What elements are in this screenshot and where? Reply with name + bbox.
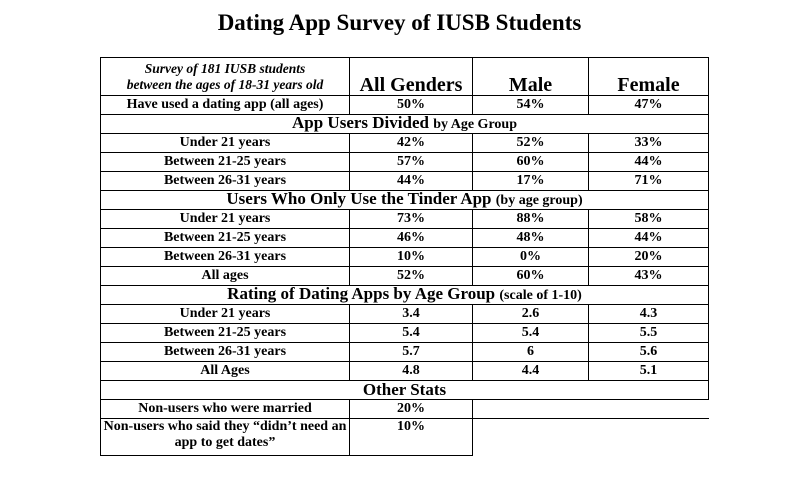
value-cell: 46% [350,229,473,248]
value-cell: 58% [589,210,709,229]
table-row [101,362,709,381]
row-label: Between 26-31 years [101,343,350,362]
table-row [101,248,709,267]
value-cell: 4.4 [473,362,589,381]
value-cell: 50% [350,96,473,115]
table-row [101,229,709,248]
value-cell: 2.6 [473,305,589,324]
value-cell: 60% [473,153,589,172]
value-cell: 52% [473,134,589,153]
table-row [101,305,709,324]
table-row [101,153,709,172]
section-header-row [101,115,709,134]
row-label: Between 21-25 years [101,324,350,343]
row-label: Under 21 years [101,210,350,229]
row-label: Between 21-25 years [101,153,350,172]
value-cell: 5.1 [589,362,709,381]
value-cell: 47% [589,96,709,115]
value-cell: 88% [473,210,589,229]
value-cell: 44% [589,229,709,248]
value-cell: 5.7 [350,343,473,362]
value-cell: 17% [473,172,589,191]
value-cell: 5.5 [589,324,709,343]
section-title-text: Users Who Only Use the Tinder App [226,190,492,208]
value-cell: 6 [473,343,589,362]
section-title [101,286,709,305]
row-label: Have used a dating app (all ages) [101,96,350,115]
value-cell: 54% [473,96,589,115]
value-cell: 10% [350,419,473,456]
row-label: Between 21-25 years [101,229,350,248]
row-label: Non-users who said they “didn’t need an app to get dates” [101,419,350,456]
survey-note-line: between the ages of 18-31 years old [126,76,324,92]
section-subtitle: (by age group) [495,193,583,208]
row-label: Under 21 years [101,305,350,324]
value-cell: 5.4 [473,324,589,343]
value-cell: 0% [473,248,589,267]
table-row [101,400,709,419]
value-cell: 20% [589,248,709,267]
value-cell: 60% [473,267,589,286]
column-header: All Genders [350,58,473,96]
value-cell: 43% [589,267,709,286]
section-header-row [101,191,709,210]
section-title-text: Rating of Dating Apps by Age Group [227,285,496,303]
table-row [101,172,709,191]
column-header: Female [589,58,709,96]
survey-note [101,58,350,96]
row-label: All Ages [101,362,350,381]
section-header-row [101,381,709,400]
column-header: Male [473,58,589,96]
value-cell: 71% [589,172,709,191]
table-row [101,419,709,456]
value-cell: 42% [350,134,473,153]
header-row [101,58,709,96]
section-subtitle: by Age Group [433,117,517,132]
value-cell: 5.4 [350,324,473,343]
row-label: Non-users who were married [101,400,350,419]
table-row [101,134,709,153]
survey-note-line: Survey of 181 IUSB students [144,60,306,76]
value-cell: 52% [350,267,473,286]
value-cell: 44% [589,153,709,172]
value-cell: 73% [350,210,473,229]
section-header-row [101,286,709,305]
section-title-text: App Users Divided [292,114,429,132]
value-cell: 33% [589,134,709,153]
page-title: Dating App Survey of IUSB Students [217,10,582,35]
table-row [101,343,709,362]
section-title: Other Stats [101,381,709,400]
row-label: Between 26-31 years [101,172,350,191]
row-label: Under 21 years [101,134,350,153]
empty-cell [473,419,709,456]
value-cell: 20% [350,400,473,419]
table-row [101,324,709,343]
row-label: All ages [101,267,350,286]
value-cell: 4.3 [589,305,709,324]
survey-table [100,57,709,456]
section-subtitle: (scale of 1-10) [499,288,582,303]
value-cell: 44% [350,172,473,191]
empty-cell [473,400,709,419]
table-row [101,96,709,115]
table-row [101,210,709,229]
section-title [101,191,709,210]
value-cell: 48% [473,229,589,248]
value-cell: 10% [350,248,473,267]
section-title [101,115,709,134]
value-cell: 5.6 [589,343,709,362]
survey-table-body [101,58,709,456]
row-label: Between 26-31 years [101,248,350,267]
table-row [101,267,709,286]
value-cell: 4.8 [350,362,473,381]
value-cell: 3.4 [350,305,473,324]
value-cell: 57% [350,153,473,172]
